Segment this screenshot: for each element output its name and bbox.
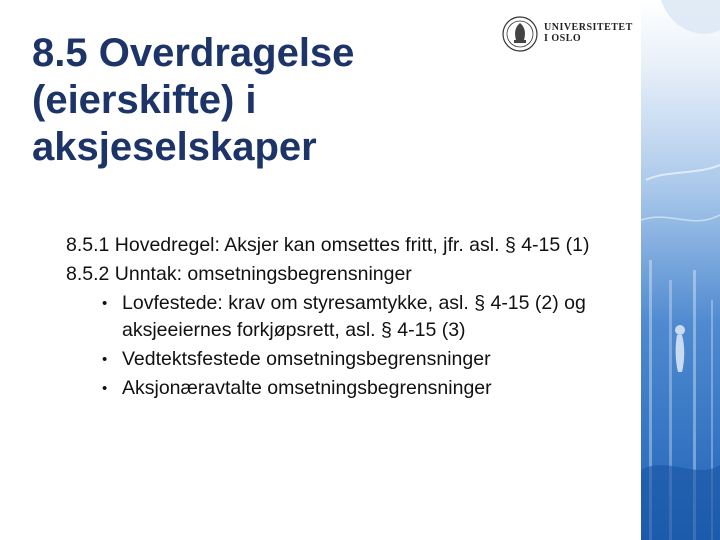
logo-line-1: UNIVERSITETET xyxy=(544,22,633,33)
body-paragraph-2: 8.5.2 Unntak: omsetningsbegrensninger xyxy=(66,263,412,285)
body-paragraph-1: 8.5.1 Hovedregel: Aksjer kan omsettes fritt, jfr. asl. § 4-15 (1) xyxy=(66,234,590,256)
bullet-dot: • xyxy=(102,380,108,397)
logo-line-2: I OSLO xyxy=(544,33,582,44)
bullet-text: Aksjonæravtalte omsetningsbegrensninger xyxy=(122,377,492,399)
bullet-text: Lovfestede: krav om styresamtykke, asl. § 4-15 (2) og aksjeeiernes forkjøpsrett, asl. § 4-15 (3) xyxy=(122,292,586,341)
bullet-list xyxy=(66,290,636,402)
university-seal-icon xyxy=(500,14,540,54)
bullet-dot: • xyxy=(102,295,108,312)
bullet-item xyxy=(102,375,636,402)
bullet-text: Vedtektsfestede omsetningsbegrensninger xyxy=(122,348,491,370)
logo-text xyxy=(544,22,633,44)
slide-title: 8.5 Overdragelse (eierskifte) i aksjeselskaper xyxy=(32,31,355,169)
bullet-item xyxy=(102,346,636,373)
decorative-side-panel xyxy=(641,0,720,540)
slide-body xyxy=(66,232,636,404)
bullet-item xyxy=(102,290,636,344)
university-logo xyxy=(500,14,640,54)
bullet-dot: • xyxy=(102,351,108,368)
